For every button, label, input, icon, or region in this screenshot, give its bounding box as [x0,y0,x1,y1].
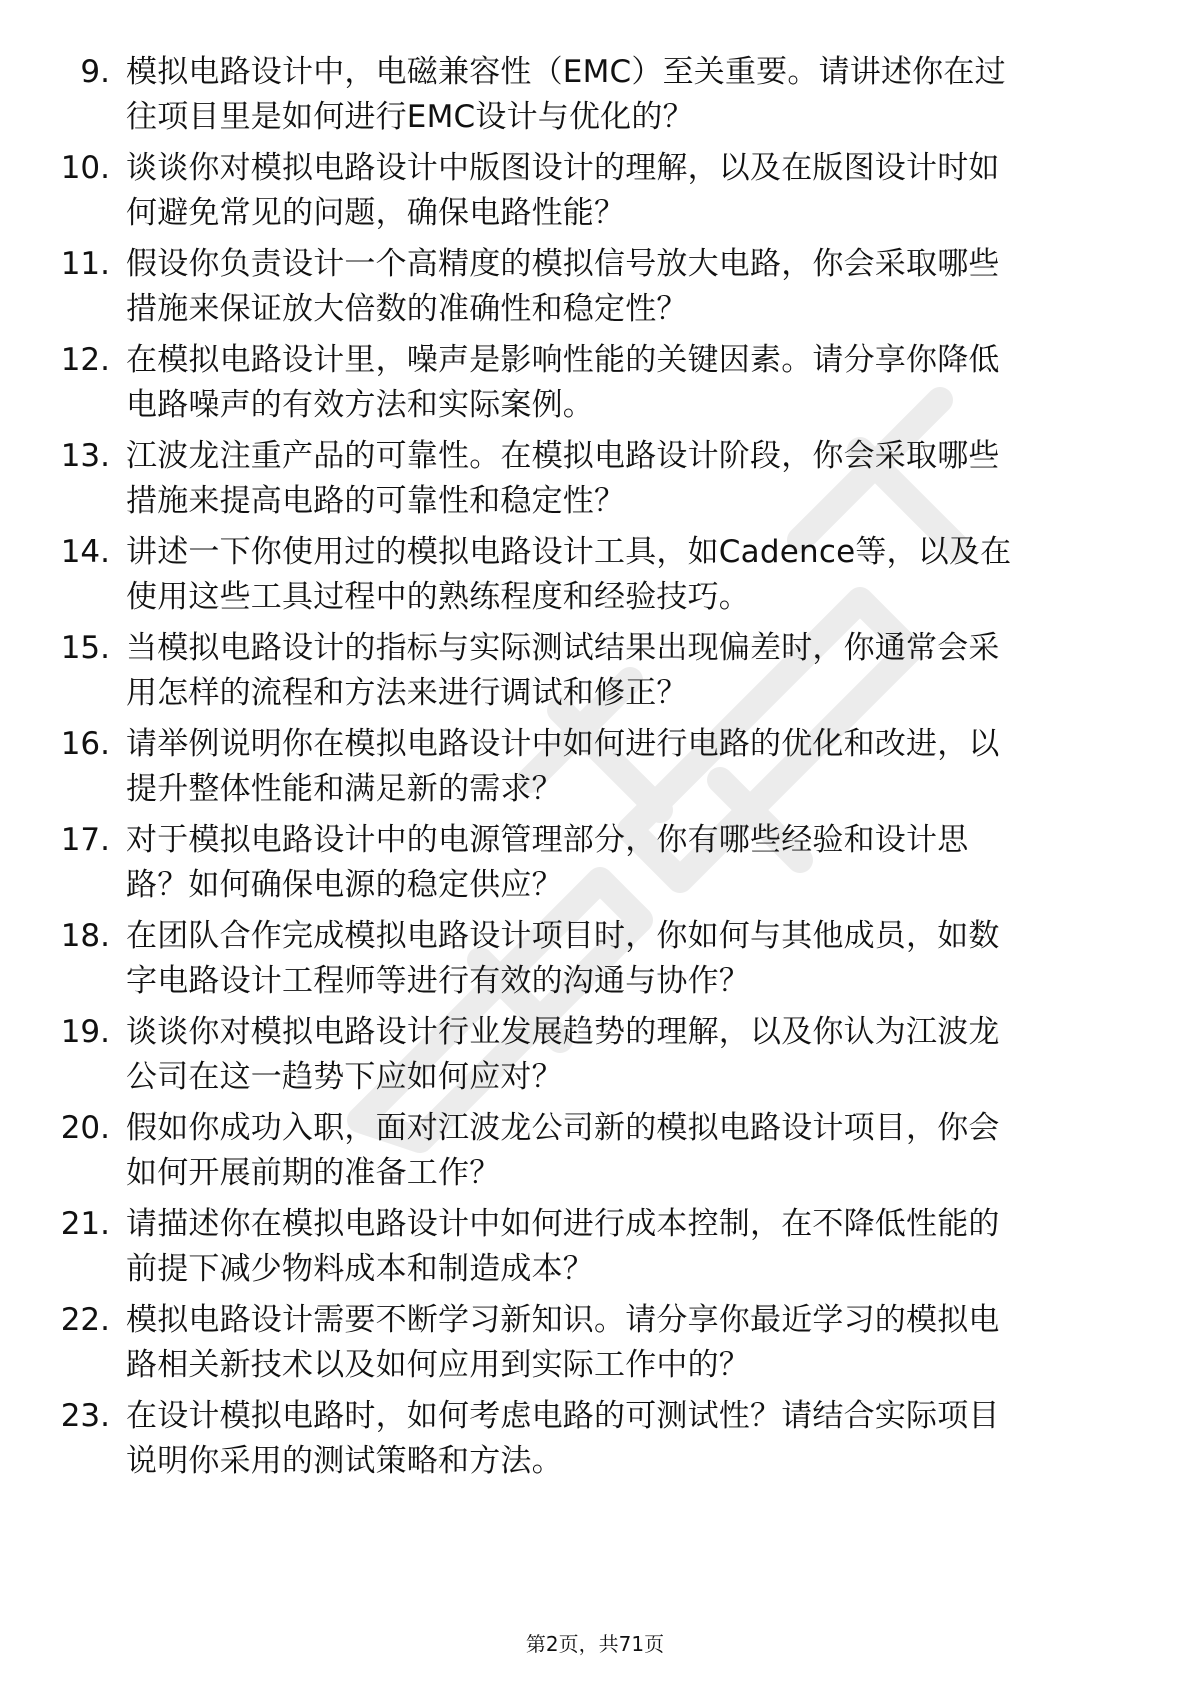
question-line: 措施来提高电路的可靠性和稳定性？ [126,483,626,519]
question-number: 10. [60,150,110,186]
question-number: 11. [60,246,110,282]
question-item-17 [0,818,1190,918]
question-line: 对于模拟电路设计中的电源管理部分，你有哪些经验和设计思 [126,822,969,858]
question-line: 说明你采用的测试策略和方法。 [126,1443,563,1479]
question-item-18 [0,914,1190,1014]
question-text [126,1106,1130,1196]
question-number: 15. [60,630,110,666]
question-text [126,818,1130,908]
question-number: 20. [60,1110,110,1146]
question-line: 电路噪声的有效方法和实际案例。 [126,387,594,423]
question-item-20 [0,1106,1190,1206]
question-line: 在模拟电路设计里，噪声是影响性能的关键因素。请分享你降低 [126,342,1000,378]
question-item-10 [0,146,1190,246]
question-text [126,626,1130,716]
question-item-13 [0,434,1190,534]
question-item-9 [0,50,1190,150]
question-number: 9. [80,54,110,90]
question-line: 谈谈你对模拟电路设计行业发展趋势的理解，以及你认为江波龙 [126,1014,1000,1050]
question-number: 21. [60,1206,110,1242]
question-text [126,914,1130,1004]
question-item-15 [0,626,1190,726]
question-line: 往项目里是如何进行EMC设计与优化的？ [126,99,694,135]
question-item-14 [0,530,1190,630]
question-text [126,722,1130,812]
question-number: 23. [60,1398,110,1434]
question-line: 模拟电路设计中，电磁兼容性（EMC）至关重要。请讲述你在过 [126,54,1006,90]
question-line: 路？如何确保电源的稳定供应？ [126,867,563,903]
question-text [126,530,1130,620]
question-item-19 [0,1010,1190,1110]
question-number: 14. [60,534,110,570]
question-line: 假如你成功入职，面对江波龙公司新的模拟电路设计项目，你会 [126,1110,1000,1146]
question-item-23 [0,1394,1190,1494]
question-line: 在团队合作完成模拟电路设计项目时，你如何与其他成员，如数 [126,918,1000,954]
question-line: 请举例说明你在模拟电路设计中如何进行电路的优化和改进，以 [126,726,1000,762]
question-line: 当模拟电路设计的指标与实际测试结果出现偏差时，你通常会采 [126,630,1000,666]
question-number: 17. [60,822,110,858]
question-text [126,338,1130,428]
question-line: 用怎样的流程和方法来进行调试和修正？ [126,675,688,711]
question-line: 假设你负责设计一个高精度的模拟信号放大电路，你会采取哪些 [126,246,1000,282]
question-text [126,434,1130,524]
question-number: 13. [60,438,110,474]
page-number-label: 第2页，共71页 [525,1632,665,1656]
page-footer [0,1630,1190,1658]
question-text [126,146,1130,236]
question-line: 讲述一下你使用过的模拟电路设计工具，如Cadence等，以及在 [126,534,1012,570]
question-line: 何避免常见的问题，确保电路性能？ [126,195,626,231]
question-item-16 [0,722,1190,822]
question-line: 在设计模拟电路时，如何考虑电路的可测试性？请结合实际项目 [126,1398,1000,1434]
question-text [126,1010,1130,1100]
question-text [126,50,1130,140]
question-item-11 [0,242,1190,342]
question-line: 提升整体性能和满足新的需求？ [126,771,563,807]
question-line: 路相关新技术以及如何应用到实际工作中的？ [126,1347,750,1383]
question-line: 请描述你在模拟电路设计中如何进行成本控制，在不降低性能的 [126,1206,1000,1242]
question-line: 字电路设计工程师等进行有效的沟通与协作？ [126,963,750,999]
question-item-21 [0,1202,1190,1302]
question-line: 谈谈你对模拟电路设计中版图设计的理解，以及在版图设计时如 [126,150,1000,186]
question-line: 使用这些工具过程中的熟练程度和经验技巧。 [126,579,750,615]
question-line: 如何开展前期的准备工作？ [126,1155,501,1191]
question-text [126,242,1130,332]
question-line: 公司在这一趋势下应如何应对？ [126,1059,563,1095]
question-line: 模拟电路设计需要不断学习新知识。请分享你最近学习的模拟电 [126,1302,1000,1338]
question-item-22 [0,1298,1190,1398]
question-number: 19. [60,1014,110,1050]
question-text [126,1394,1130,1484]
question-text [126,1298,1130,1388]
question-number: 16. [60,726,110,762]
question-number: 18. [60,918,110,954]
question-number: 12. [60,342,110,378]
question-number: 22. [60,1302,110,1338]
question-text [126,1202,1130,1292]
question-line: 措施来保证放大倍数的准确性和稳定性？ [126,291,688,327]
question-item-12 [0,338,1190,438]
question-line: 前提下减少物料成本和制造成本？ [126,1251,594,1287]
question-line: 江波龙注重产品的可靠性。在模拟电路设计阶段，你会采取哪些 [126,438,1000,474]
